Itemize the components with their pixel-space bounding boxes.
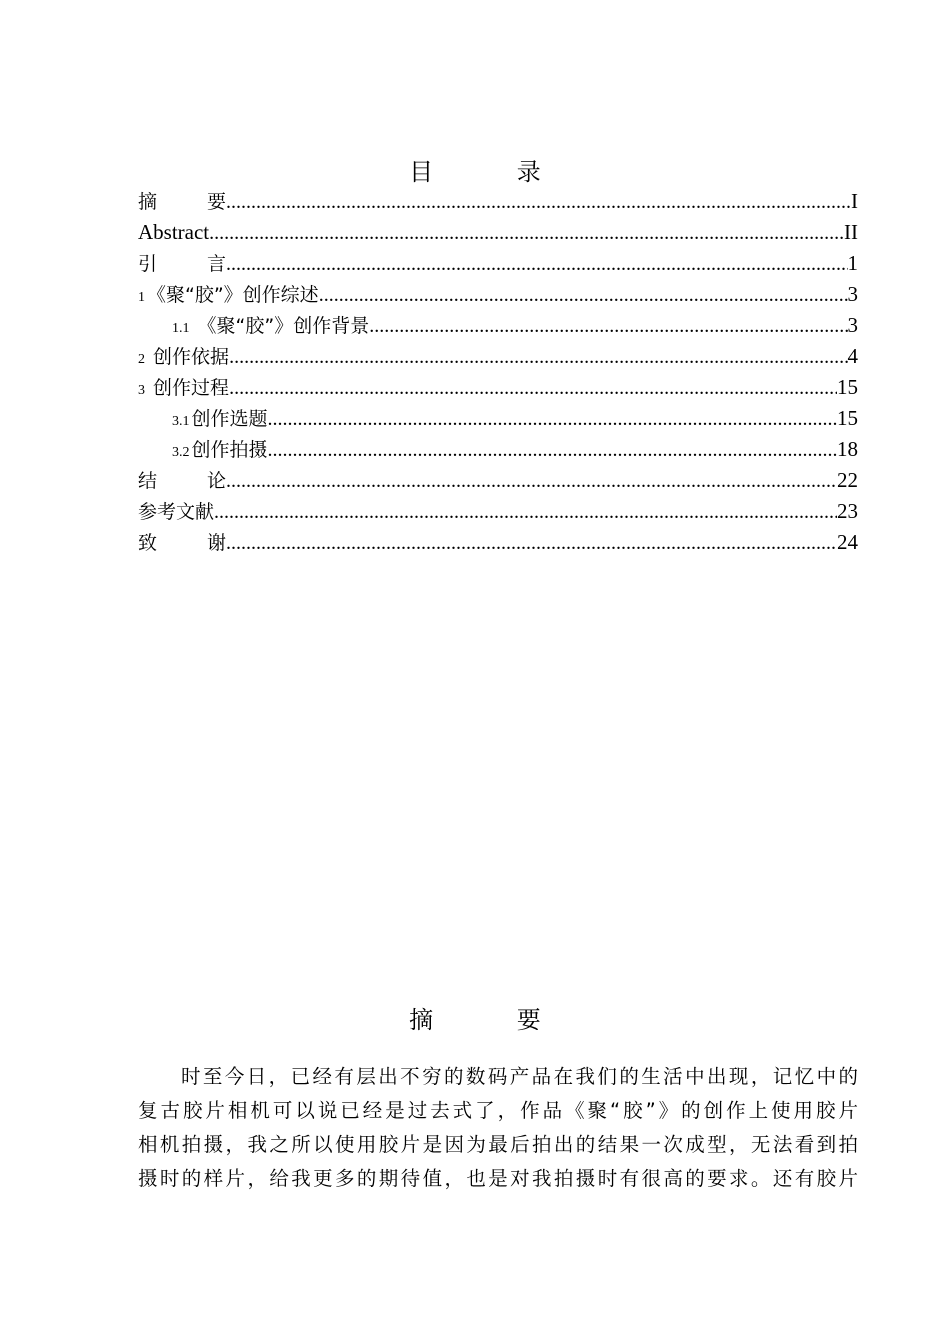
toc-page-number: I <box>851 189 858 213</box>
toc-entry-label: 1.1 《聚“胶”》创作背景 <box>172 315 370 337</box>
toc-entry-label: 参考文献 <box>138 501 215 523</box>
toc-leader-dots <box>209 218 844 248</box>
toc-leader-dots <box>226 187 851 217</box>
toc-leader-dots <box>226 528 837 558</box>
toc-page-number: II <box>844 220 858 244</box>
toc-entry-chapter-2[interactable] <box>138 341 858 372</box>
toc-leader-dots <box>319 280 848 310</box>
toc-title: 目 录 <box>409 158 579 186</box>
toc-entry-label: 1 《聚“胶”》创作综述 <box>138 284 319 306</box>
toc-page-number: 23 <box>837 499 858 523</box>
toc-leader-dots <box>226 249 848 279</box>
toc-entry-conclusion[interactable] <box>138 465 858 496</box>
toc-entry-references[interactable] <box>138 496 858 527</box>
toc-entry-label: 3.2 创作拍摄 <box>172 439 268 461</box>
abstract-line: 摄时的样片，给我更多的期待值，也是对我拍摄时有很高的要求。还有胶片 <box>138 1167 858 1190</box>
toc-page-number: 4 <box>847 344 858 368</box>
toc-entry-label: Abstract <box>138 220 210 244</box>
toc-entry-chapter-1[interactable] <box>138 279 858 310</box>
toc-leader-dots <box>229 373 837 403</box>
toc-leader-dots <box>369 311 847 341</box>
toc-leader-dots <box>229 342 847 372</box>
abstract-body <box>138 1060 858 1196</box>
toc-entry-section-1-1[interactable] <box>138 310 858 341</box>
abstract-line: 相机拍摄，我之所以使用胶片是因为最后拍出的结果一次成型，无法看到拍 <box>138 1133 858 1156</box>
toc-entry-abstract-en[interactable] <box>138 217 858 248</box>
toc-entry-label: 引 言 <box>138 253 226 275</box>
toc-page-number: 18 <box>837 437 858 461</box>
toc-leader-dots <box>268 435 837 465</box>
toc-leader-dots <box>226 466 837 496</box>
abstract-title: 摘 要 <box>409 1006 579 1034</box>
toc-entry-chapter-3[interactable] <box>138 372 858 403</box>
toc-page-number: 3 <box>847 282 858 306</box>
toc-entry-section-3-1[interactable] <box>138 403 858 434</box>
toc-page-number: 24 <box>837 530 858 554</box>
toc-entry-label: 3.1 创作选题 <box>172 408 268 430</box>
toc-page-number: 15 <box>837 375 858 399</box>
toc-page-number: 22 <box>837 468 858 492</box>
table-of-contents <box>138 186 858 558</box>
toc-entry-label: 2 创作依据 <box>138 346 230 368</box>
abstract-line: 复古胶片相机可以说已经是过去式了，作品《聚“胶”》的创作上使用胶片 <box>138 1099 858 1122</box>
toc-entry-acknowledgements[interactable] <box>138 527 858 558</box>
abstract-line: 时至今日，已经有层出不穷的数码产品在我们的生活中出现，记忆中的 <box>181 1065 858 1088</box>
toc-leader-dots <box>268 404 837 434</box>
toc-entry-label: 致 谢 <box>138 532 226 554</box>
toc-page-number: 3 <box>847 313 858 337</box>
toc-entry-label: 摘 要 <box>138 191 226 213</box>
toc-leader-dots <box>214 497 837 527</box>
toc-entry-section-3-2[interactable] <box>138 434 858 465</box>
toc-entry-abstract-cn[interactable] <box>138 186 858 217</box>
toc-entry-label: 3 创作过程 <box>138 377 230 399</box>
toc-page-number: 1 <box>847 251 858 275</box>
toc-entry-label: 结 论 <box>138 470 226 492</box>
toc-entry-introduction[interactable] <box>138 248 858 279</box>
toc-page-number: 15 <box>837 406 858 430</box>
